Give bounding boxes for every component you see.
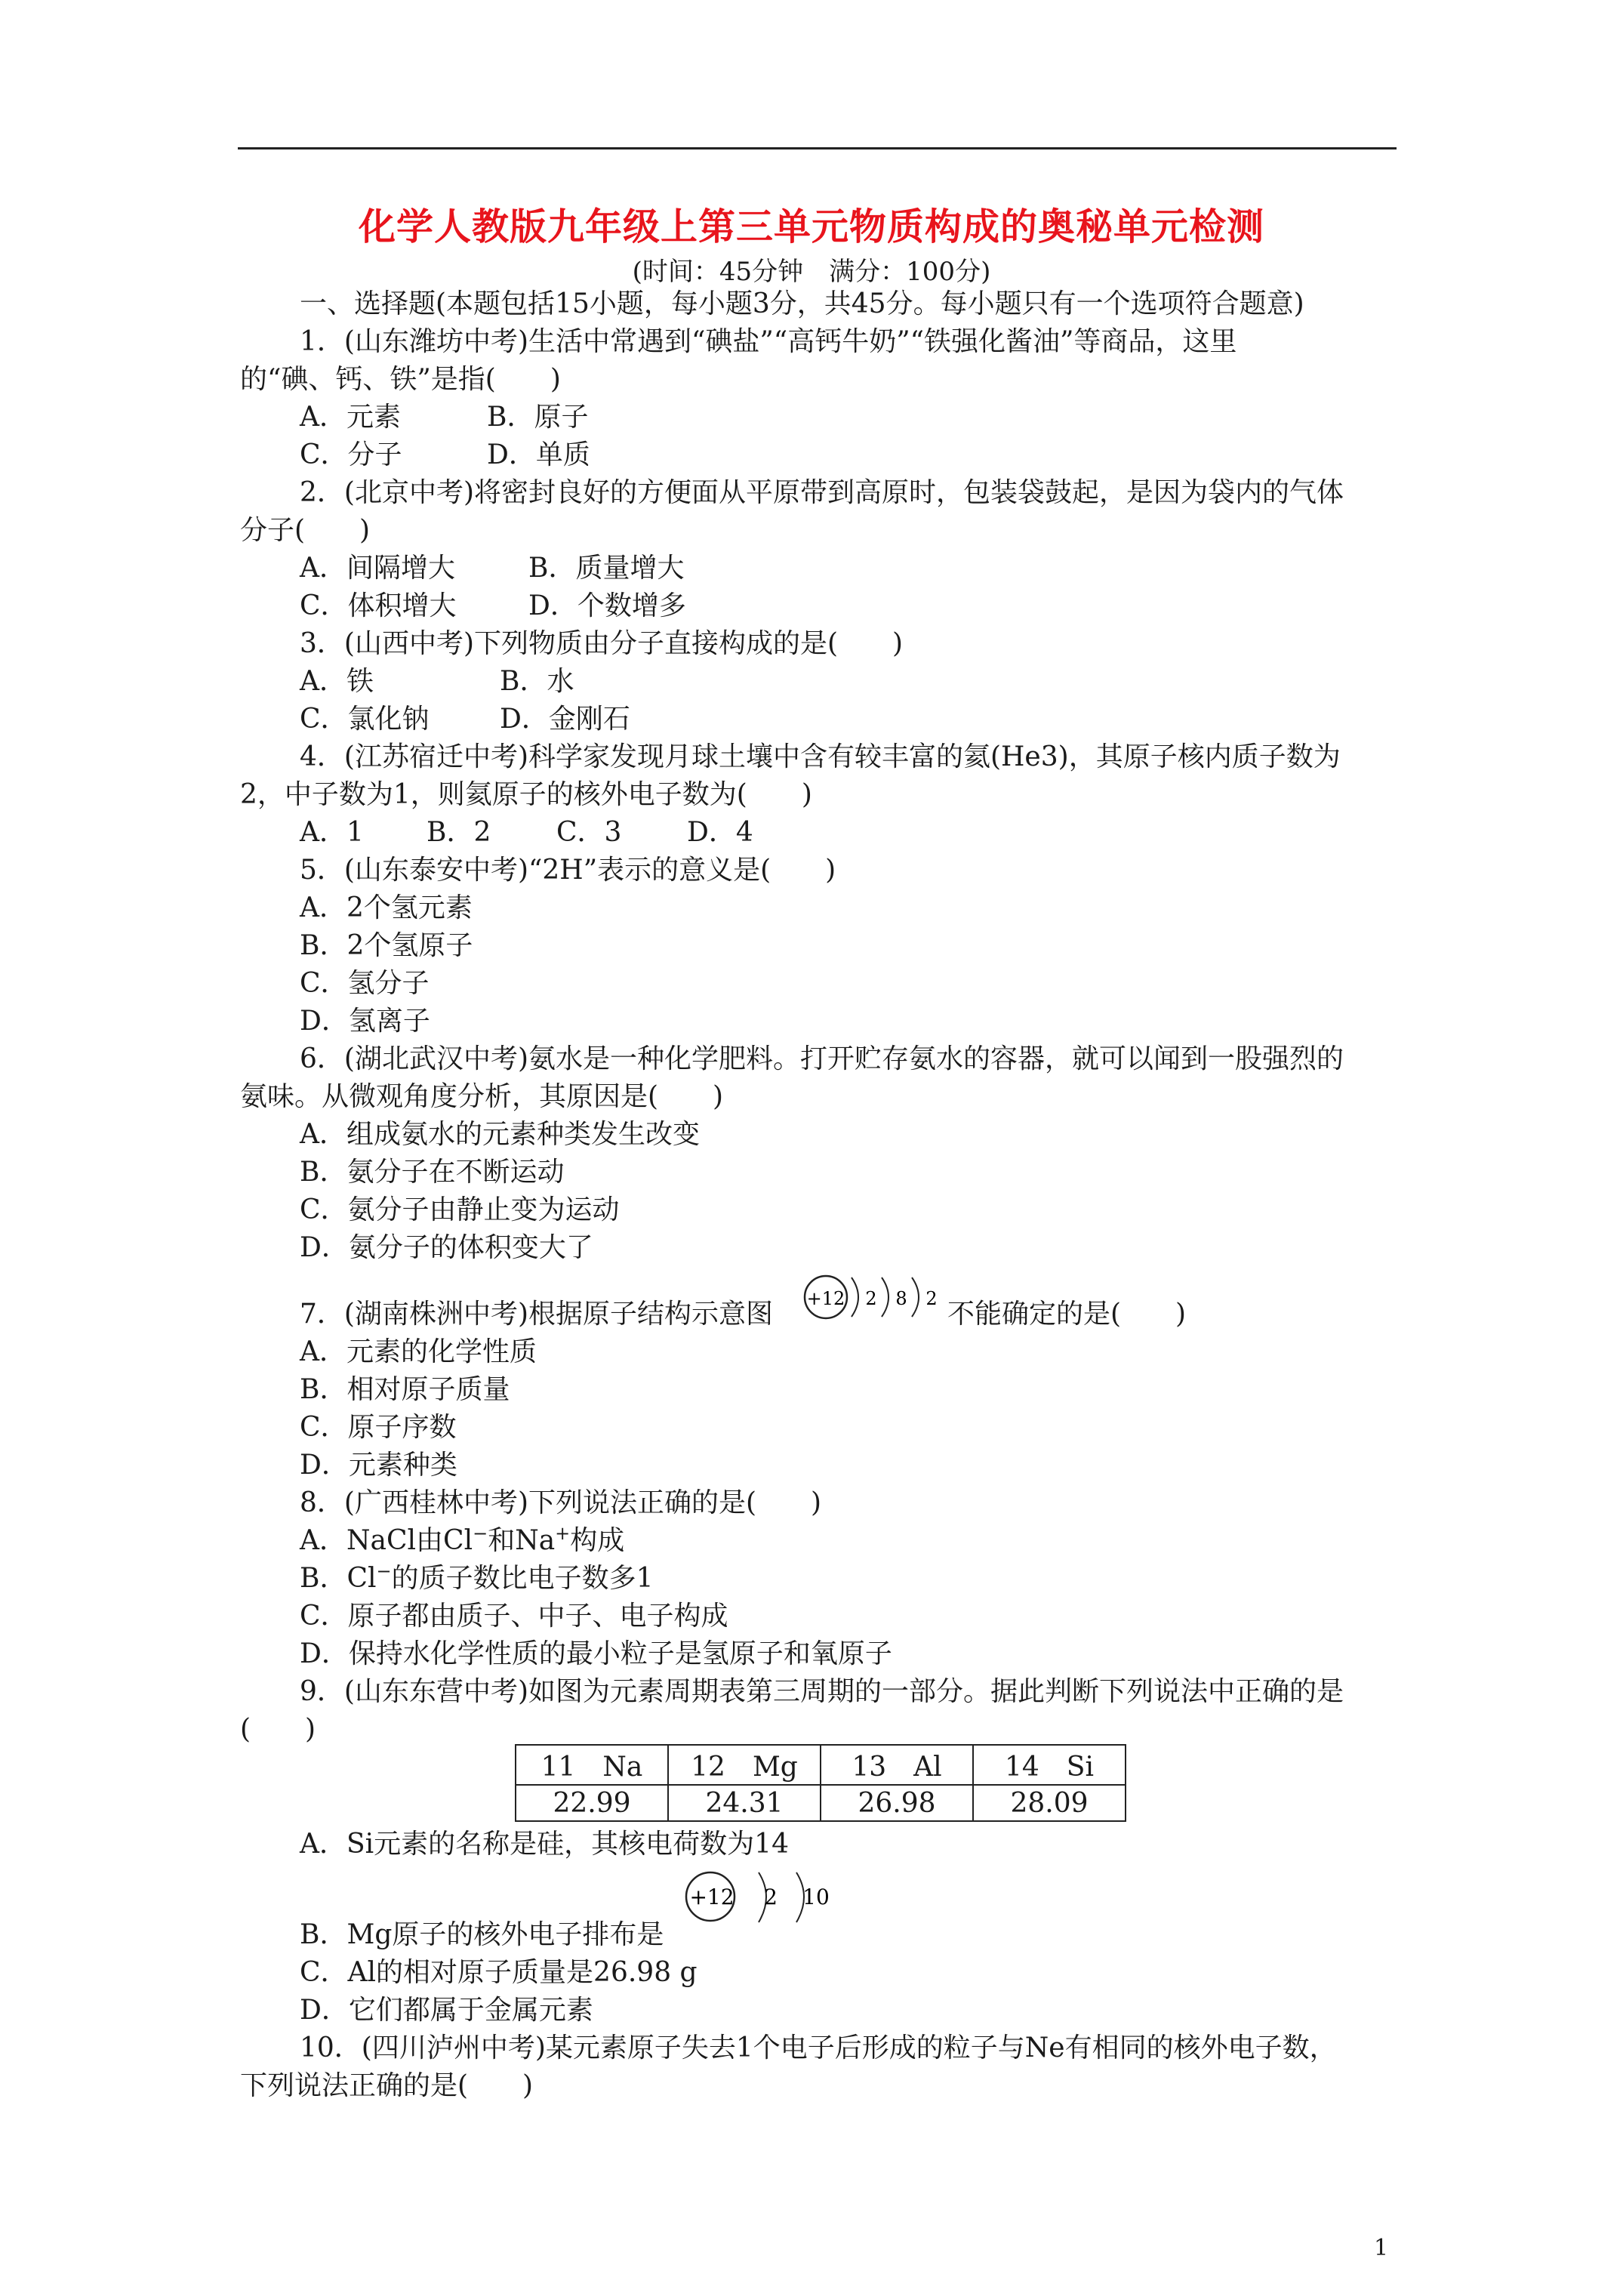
question-8-stem: 8．(广西桂林中考)下列说法正确的是( ) [300, 1487, 822, 1518]
question-6-option-c: C．氨分子由静止变为运动 [300, 1194, 620, 1225]
question-9-stem: 9．(山东东营中考)如图为元素周期表第三周期的一部分。据此判断下列说法中正确的是 [300, 1676, 1344, 1707]
table-row [516, 1785, 1126, 1821]
question-9-stem-cont: ( ) [240, 1714, 316, 1745]
question-5-option-a: A．2个氢元素 [300, 892, 473, 923]
page-title: 化学人教版九年级上第三单元物质构成的奥秘单元检测 [358, 205, 1264, 248]
question-3-option-c: C．氯化钠 [300, 704, 430, 735]
question-3-option-a: A．铁 [300, 666, 374, 697]
question-6-stem: 6．(湖北武汉中考)氨水是一种化学肥料。打开贮存氨水的容器，就可以闻到一股强烈的 [300, 1043, 1344, 1074]
question-6-stem-cont: 氨味。从微观角度分析，其原因是( ) [240, 1081, 724, 1112]
question-2-option-d: D．个数增多 [528, 590, 686, 621]
question-7-option-a: A．元素的化学性质 [300, 1336, 537, 1367]
shell-2-count: 10 [802, 1885, 830, 1909]
question-1-stem: 1．(山东潍坊中考)生活中常遇到“碘盐”“高钙牛奶”“铁强化酱油”等商品，这里 [300, 326, 1237, 357]
atom-structure-diagram-mg [683, 1865, 834, 1940]
question-1-option-d: D．单质 [487, 439, 590, 470]
question-2-option-b: B．质量增大 [528, 553, 685, 584]
header-rule [238, 147, 1397, 149]
question-3-stem: 3．(山西中考)下列物质由分子直接构成的是( ) [300, 628, 904, 659]
option-a-text-mid: 和Na [488, 1525, 556, 1556]
element-cell-header: 14 Si [973, 1745, 1126, 1785]
question-1-option-c: C．分子 [300, 439, 402, 470]
question-10-stem: 10．(四川泸州中考)某元素原子失去1个电子后形成的粒子与Ne有相同的核外电子数， [300, 2032, 1337, 2063]
question-7-option-b: B．相对原子质量 [300, 1374, 510, 1405]
nucleus-charge: +12 [689, 1885, 735, 1909]
periodic-table-fragment [515, 1744, 1126, 1822]
shell-1-count: 2 [764, 1885, 778, 1909]
question-5-option-c: C．氢分子 [300, 968, 430, 999]
question-4-stem: 4．(江苏宿迁中考)科学家发现月球土壤中含有较丰富的氦(He3)，其原子核内质子数为 [300, 741, 1341, 772]
question-5-stem: 5．(山东泰安中考)“2H”表示的意义是( ) [300, 855, 836, 886]
electron-shell-arc [882, 1277, 888, 1317]
question-7-option-d: D．元素种类 [300, 1450, 457, 1481]
element-cell-mass: 28.09 [973, 1785, 1126, 1821]
element-cell-header: 11 Na [516, 1745, 668, 1785]
question-3-option-d: D．金刚石 [500, 704, 630, 735]
question-4-option-a: A．1 [300, 817, 364, 848]
element-cell-header: 13 Al [821, 1745, 973, 1785]
question-10-stem-cont: 下列说法正确的是( ) [240, 2070, 534, 2101]
question-4-option-b: B．2 [427, 817, 491, 848]
question-4-option-d: D．4 [687, 817, 753, 848]
charge-superscript: + [555, 1523, 571, 1544]
element-cell-mass: 24.31 [668, 1785, 821, 1821]
page-number: 1 [1374, 2235, 1389, 2261]
question-7-stem: 7．(湖南株洲中考)根据原子结构示意图 [300, 1299, 773, 1330]
question-1-option-b: B．原子 [487, 402, 589, 433]
electron-shell-arc [852, 1277, 858, 1317]
question-2-option-a: A．间隔增大 [300, 553, 455, 584]
question-8-option-d: D．保持水化学性质的最小粒子是氢原子和氧原子 [300, 1638, 892, 1669]
section-heading: 一、选择题(本题包括15小题，每小题3分，共45分。每小题只有一个选项符合题意) [300, 288, 1304, 319]
question-8-option-c: C．原子都由质子、中子、电子构成 [300, 1601, 728, 1632]
element-cell-mass: 22.99 [516, 1785, 668, 1821]
nucleus-charge: +12 [806, 1288, 845, 1309]
question-5-option-b: B．2个氢原子 [300, 930, 473, 961]
question-4-stem-cont: 2，中子数为1，则氦原子的核外电子数为( ) [240, 779, 812, 810]
element-cell-header: 12 Mg [668, 1745, 821, 1785]
atom-structure-diagram-12 [802, 1268, 945, 1336]
question-7-stem-end: 不能确定的是( ) [947, 1299, 1187, 1330]
question-2-stem: 2．(北京中考)将密封良好的方便面从平原带到高原时，包装袋鼓起，是因为袋内的气体 [300, 477, 1344, 508]
question-9-option-d: D．它们都属于金属元素 [300, 1995, 593, 2026]
question-6-option-d: D．氨分子的体积变大了 [300, 1232, 593, 1263]
question-1-option-a: A．元素 [300, 402, 401, 433]
question-9-option-a: A．Si元素的名称是硅，其核电荷数为14 [300, 1829, 789, 1860]
question-6-option-b: B．氨分子在不断运动 [300, 1157, 565, 1188]
option-b-text-end: 的质子数比电子数多1 [391, 1563, 654, 1594]
option-a-text: A．NaCl由Cl [300, 1525, 473, 1556]
question-6-option-a: A．组成氨水的元素种类发生改变 [300, 1119, 700, 1150]
charge-superscript: − [376, 1561, 392, 1582]
shell-3-count: 2 [925, 1288, 938, 1309]
charge-superscript: − [473, 1523, 488, 1544]
option-b-text: B．Cl [300, 1563, 377, 1594]
question-8-option-a [300, 1524, 624, 1558]
question-1-stem-cont: 的“碘、钙、铁”是指( ) [240, 364, 561, 395]
shell-1-count: 2 [865, 1288, 877, 1309]
question-7-option-c: C．原子序数 [300, 1412, 457, 1443]
electron-shell-arc [912, 1277, 919, 1317]
question-9-option-b: B．Mg原子的核外电子排布是 [300, 1919, 664, 1950]
element-cell-mass: 26.98 [821, 1785, 973, 1821]
shell-2-count: 8 [895, 1288, 907, 1309]
question-4-option-c: C．3 [556, 817, 622, 848]
question-5-option-d: D．氢离子 [300, 1006, 430, 1037]
option-a-text-end: 构成 [570, 1525, 625, 1556]
question-8-option-b [300, 1561, 654, 1596]
table-row [516, 1745, 1126, 1785]
question-3-option-b: B．水 [500, 666, 574, 697]
question-9-option-c: C．Al的相对原子质量是26.98 g [300, 1957, 698, 1988]
question-2-stem-cont: 分子( ) [240, 515, 371, 546]
exam-info: (时间：45分钟 满分：100分) [632, 257, 991, 287]
question-2-option-c: C．体积增大 [300, 590, 457, 621]
